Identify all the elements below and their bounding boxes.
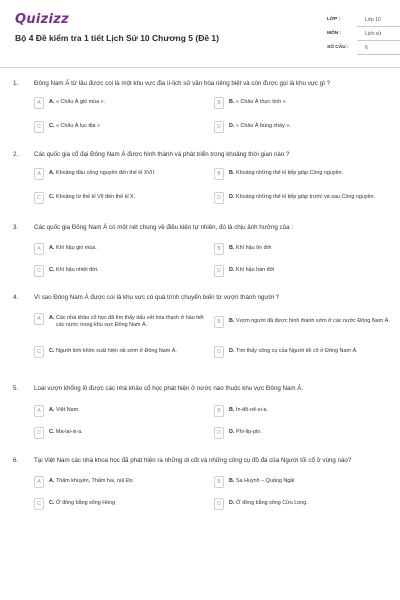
option-b[interactable] [214,167,390,183]
option-checkbox[interactable]: C [34,192,44,204]
meta-label: LỚP : [327,17,341,22]
option-checkbox[interactable]: A [34,97,44,109]
meta-divider [357,40,400,41]
option-text: « Châu Á bùng cháy ». [236,123,291,129]
option-b[interactable] [214,404,390,420]
worksheet-header [0,0,400,66]
option-letter: C. [49,123,55,129]
option-letter: D. [229,267,235,273]
option-checkbox[interactable]: A [34,168,44,180]
meta-value: Lớp 10 [365,17,381,23]
question-number: 5. [13,385,19,392]
option-text: Ma-lai-xi-a. [56,429,83,435]
quizizz-logo: Quizizz [15,12,70,27]
option-letter: A. [49,478,55,484]
option-text: Khí hậu gió mùa. [56,245,97,251]
option-letter: A. [49,245,55,251]
option-letter: D. [229,123,235,129]
meta-divider [357,54,400,55]
option-checkbox[interactable]: D [214,498,224,510]
option-letter: B. [229,478,235,484]
option-a[interactable] [34,404,210,420]
option-text: Sa Huỳnh – Quảng Ngãi [236,478,295,484]
question-number: 1. [13,80,19,87]
option-text: Tìm thấy công cụ của Người tối cổ ở Đông Nam Á. [236,348,358,354]
option-checkbox[interactable]: D [214,192,224,204]
question-text: Các quốc gia cổ đại Đông Nam Á được hình thành và phát triển trong khoảng thời gian nào ? [34,151,290,158]
option-checkbox[interactable]: B [214,168,224,180]
option-letter: C. [49,267,55,273]
option-a[interactable] [34,167,210,183]
option-letter: A. [49,99,55,105]
option-letter: D. [229,429,235,435]
option-checkbox[interactable]: A [34,313,44,325]
option-checkbox[interactable]: B [214,476,224,488]
option-text: Ở đồng bằng sông Hồng [56,500,116,506]
option-d[interactable] [214,191,390,207]
meta-label: MÔN : [327,31,342,36]
option-text: Khí hậu hàn đới [236,267,275,273]
option-letter: A. [49,170,55,176]
option-checkbox[interactable]: C [34,427,44,439]
option-c[interactable] [34,345,210,367]
option-a[interactable] [34,242,210,258]
question-text: Vì sao Đông Nam Á được coi là khu vực có quá trình chuyển biến từ vượn thành người ? [34,294,280,301]
option-letter: C. [49,348,55,354]
option-text: Vượn người đã được hình thành sớm ở các nước Đông Nam Á. [236,318,390,324]
question-number: 4. [13,294,19,301]
option-a[interactable] [34,312,210,338]
meta-divider [357,26,400,27]
meta-value: Lịch sử [365,31,382,37]
option-text: Việt Nam. [56,407,80,413]
option-c[interactable] [34,497,210,513]
option-b[interactable] [214,96,390,112]
option-text: « Châu Á gió mùa ». [56,99,106,105]
option-letter: C. [49,429,55,435]
option-text: Phi-líp-pin. [236,429,262,435]
option-b[interactable] [214,475,390,491]
question-text: Các quốc gia Đông Nam Á có một nét chung về điều kiện tự nhiên, đó là chịu ảnh hưởng của : [34,224,293,231]
option-text: Các nhà khảo cổ học đã tìm thấy dấu vết hóa thạch ở hầu hết các nước trong khu vực Đông Nam Á. [56,315,204,328]
option-d[interactable] [214,264,390,280]
option-checkbox[interactable]: B [214,97,224,109]
question-number: 3. [13,224,19,231]
option-checkbox[interactable]: D [214,121,224,133]
option-letter: D. [229,194,235,200]
option-c[interactable] [34,426,210,442]
option-d[interactable] [214,345,390,367]
option-d[interactable] [214,497,390,513]
option-text: Khoảng những thế kỉ tiếp giáp Công nguyên. [236,170,344,176]
option-a[interactable] [34,96,210,112]
meta-label: SỐ CÂU : [327,45,349,50]
option-c[interactable] [34,264,210,280]
option-checkbox[interactable]: A [34,405,44,417]
option-letter: B. [229,170,235,176]
option-text: Khoảng những thế kỉ tiếp giáp trước và sau Công nguyên. [236,194,376,200]
option-d[interactable] [214,120,390,136]
option-checkbox[interactable]: A [34,243,44,255]
option-checkbox[interactable]: B [214,316,224,328]
meta-value: 6 [365,45,368,51]
option-text: « Châu Á thực tính » [236,99,286,105]
question-number: 6. [13,457,19,464]
header-divider [0,67,400,68]
meta-row-grade [323,14,393,26]
option-letter: B. [229,407,235,413]
option-letter: A. [49,315,55,321]
option-checkbox[interactable]: D [214,346,224,358]
option-letter: B. [229,318,235,324]
option-checkbox[interactable]: B [214,405,224,417]
worksheet-title: Bộ 4 Đề kiểm tra 1 tiết Lịch Sử 10 Chương 5 (Đề 1) [15,33,219,43]
option-text: Khí hậu ôn đới [236,245,272,251]
option-letter: B. [229,245,235,251]
option-letter: D. [229,500,235,506]
option-checkbox[interactable]: C [34,121,44,133]
option-b[interactable] [214,242,390,258]
option-letter: D. [229,348,235,354]
meta-row-count [323,42,393,54]
option-text: Khoảng đầu công nguyên đến thế kỉ XVII. [56,170,156,176]
option-text: Ở đồng bằng sông Cửu Long. [236,500,308,506]
question-number: 2. [13,151,19,158]
option-checkbox[interactable]: C [34,346,44,358]
option-letter: B. [229,99,235,105]
option-text: In-đô-nê-xi-a. [236,407,269,413]
option-text: Thẩm khuyên, Thẩm hai, núi Đọ [56,478,133,484]
option-checkbox[interactable]: D [214,427,224,439]
option-letter: A. [49,407,55,413]
question-text: Loài vượn khổng lồ được các nhà khảo cổ học phát hiện ở nước nào thuộc khu vực Đông Nam Á. [34,385,304,392]
option-checkbox[interactable]: C [34,265,44,277]
option-a[interactable] [34,475,210,491]
meta-row-subject [323,28,393,40]
option-text: Khí hậu nhiệt đới. [56,267,99,273]
question-text: Tại Việt Nam các nhà khoa học đã phát hiện ra những di cốt và những công cụ đồ đá của Người tối cổ ở vùng nào? [34,457,352,464]
option-text: Người tinh khôn xuất hiện rất sớm ở Đông Nam Á. [56,348,177,354]
option-c[interactable] [34,191,210,207]
option-c[interactable] [34,120,210,136]
option-letter: C. [49,194,55,200]
option-checkbox[interactable]: C [34,498,44,510]
option-text: Khoảng từ thế kỉ VII đến thế kỉ X. [56,194,136,200]
option-letter: C. [49,500,55,506]
option-checkbox[interactable]: D [214,265,224,277]
option-checkbox[interactable]: A [34,476,44,488]
option-d[interactable] [214,426,390,442]
option-b[interactable] [214,315,390,337]
option-checkbox[interactable]: B [214,243,224,255]
option-text: « Châu Á lục địa » [56,123,101,129]
question-text: Đông Nam Á từ lâu được coi là một khu vực địa lí-lịch sử văn hóa riêng biệt và còn được gọi là khu vực gì ? [34,80,331,87]
